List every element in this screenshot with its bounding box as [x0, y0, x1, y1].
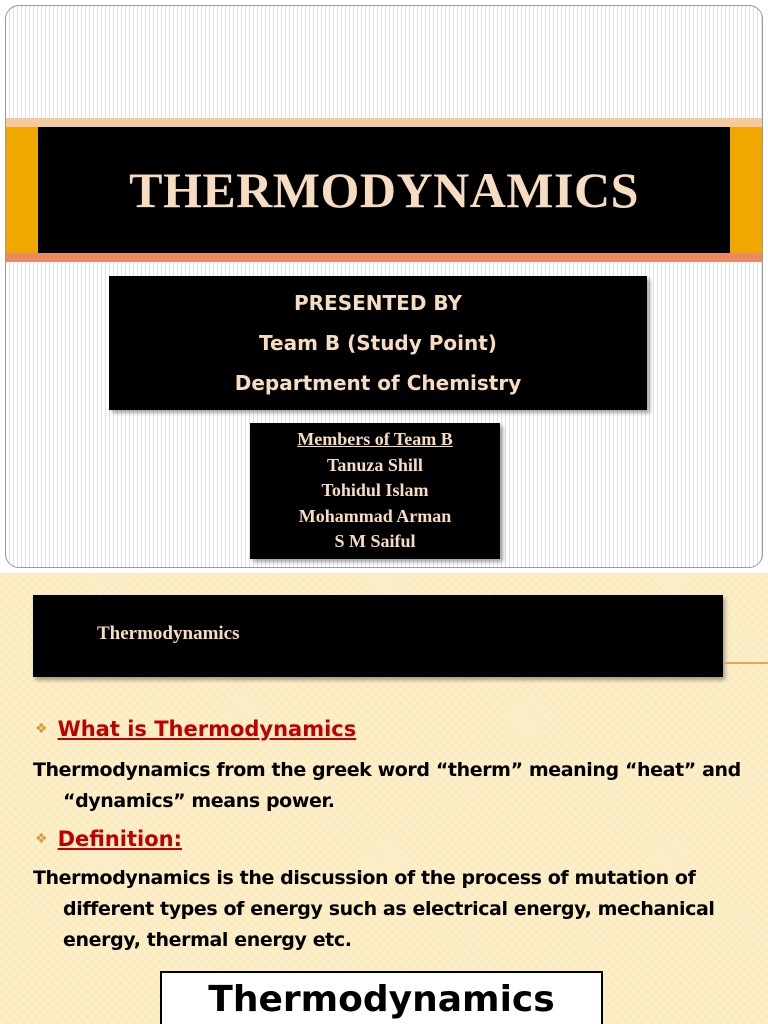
- presenter-box: [109, 276, 647, 410]
- content-slide: [0, 573, 768, 1024]
- bullet-what-is: [35, 717, 356, 741]
- member-name: Mohammad Arman: [298, 505, 452, 526]
- section-heading: What is Thermodynamics: [57, 717, 357, 741]
- section-heading: Definition:: [57, 827, 182, 851]
- slide-title: THERMODYNAMICS: [129, 162, 639, 218]
- member-name: Tanuza Shill: [327, 454, 423, 475]
- members-heading: Members of Team B: [297, 429, 453, 450]
- section-body: Thermodynamics is the discussion of the process of mutation of different types of energy such as electrical energy, mechanical energy, thermal energy etc.: [33, 867, 715, 951]
- logo-text: Thermodynamics: [208, 979, 555, 1020]
- slide-header-box: [33, 595, 723, 677]
- member-name: Tohidul Islam: [321, 480, 429, 501]
- diamond-bullet-icon: ❖: [35, 721, 48, 737]
- bullet-definition: [35, 827, 182, 851]
- thermodynamics-logo-box: [160, 971, 603, 1024]
- presenter-line-2: Team B (Study Point): [259, 331, 497, 355]
- header-accent-line: [723, 662, 768, 664]
- presenter-line-3: Department of Chemistry: [234, 371, 522, 395]
- member-name: S M Saiful: [334, 531, 416, 552]
- members-box: [250, 423, 500, 559]
- title-box: [38, 127, 730, 253]
- title-band-top-stripe: [6, 118, 763, 127]
- slide-header-title: Thermodynamics: [97, 623, 240, 644]
- title-band-bottom-stripe: [6, 253, 763, 262]
- title-slide: [5, 5, 763, 568]
- section-body: Thermodynamics from the greek word “therm” meaning “heat” and “dynamics” means power.: [33, 759, 741, 812]
- title-band: [6, 127, 763, 253]
- diamond-bullet-icon: ❖: [35, 831, 48, 847]
- presenter-line-1: PRESENTED BY: [293, 291, 463, 315]
